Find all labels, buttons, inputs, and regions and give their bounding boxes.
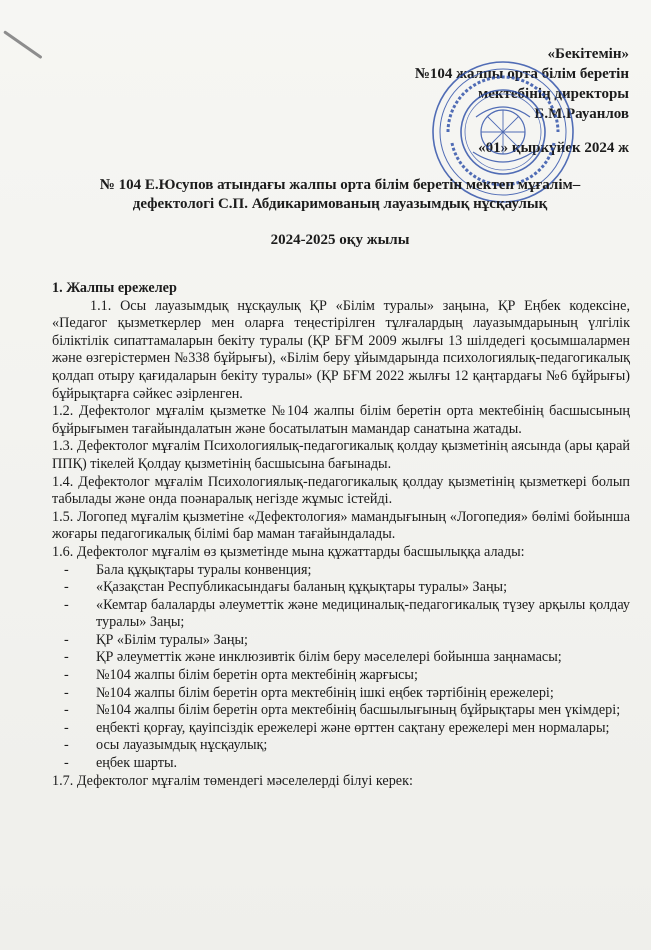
list-item: - «Қазақстан Республикасындағы баланың құқықтары туралы» Заңы; — [96, 579, 630, 597]
list-item: - Бала құқықтары туралы конвенция; — [96, 562, 630, 580]
paragraph-1-7: 1.7. Дефектолог мұғалім төмендегі мәселелерді білуі керек: — [52, 772, 413, 789]
approval-school: №104 жалпы орта білім беретін — [414, 66, 629, 82]
approval-block — [299, 44, 629, 158]
document-title — [60, 176, 620, 214]
documents-list — [52, 562, 630, 773]
academic-year: 2024-2025 оқу жылы — [270, 232, 410, 248]
list-item: - осы лауазымдық нұсқаулық; — [96, 737, 630, 755]
paragraph-1-5: 1.5. Логопед мұғалім қызметіне «Дефектология» мамандығының «Логопедия» бөлімі бойынша жоғары педагогикалық білімі бар маман тағайындалады. — [52, 508, 630, 543]
paragraph-1-1: 1.1. Осы лауазымдық нұсқаулық ҚР «Білім туралы» заңына, ҚР Еңбек кодексіне, «Педагог қызметкерлер мен оларға теңестірілген тұлғалардың лауазымдарының үлгілік біліктілік сипаттамаларын бекіту туралы (ҚР БҒМ 2009 жылғы 13 шілдедегі қосымшалармен және өзгерістермен №338 бұйрығы), «Білім беру ұйымдарында психологиялық-педагогикалық қолдап отыру қағидаларын бекіту туралы» (ҚР БҒМ 2022 жылғы 12 қаңтардағы №6 бұйрығы) бұйрықтарға сәйкес әзірленген. — [52, 297, 630, 402]
list-item: - еңбек шарты. — [96, 755, 630, 773]
list-item: - ҚР әлеуметтік және инклюзивтік білім беру мәселелері бойынша заңнамасы; — [96, 649, 630, 667]
list-item: - ҚР «Білім туралы» Заңы; — [96, 632, 630, 650]
paragraph-1-2: 1.2. Дефектолог мұғалім қызметке №104 жалпы білім беретін орта мектебінің басшысының бұйрығымен тағайындалатын және босатылатын мамандар санатына жатады. — [52, 403, 630, 437]
document-body — [52, 280, 630, 790]
paragraph-1-6: 1.6. Дефектолог мұғалім өз қызметінде мына құжаттарды басшылыққа алады: — [52, 543, 525, 560]
approval-heading: «Бекітемін» — [547, 46, 629, 62]
title-line-1: № 104 Е.Юсупов атындағы жалпы орта білім беретін мектеп мұғалім– — [99, 177, 581, 193]
list-item: - №104 жалпы білім беретін орта мектебінің ішкі еңбек тәртібінің ережелері; — [96, 685, 630, 703]
section-heading: 1. Жалпы ережелер — [52, 280, 177, 296]
list-item: - №104 жалпы білім беретін орта мектебінің басшылығының бұйрықтары мен үкімдері; — [96, 702, 630, 720]
list-item: - еңбекті қорғау, қауіпсіздік ережелері және өрттен сақтану ережелері мен нормалары; — [96, 720, 630, 738]
approval-position: мектебінің директоры — [477, 86, 629, 102]
title-line-2: дефектологі С.П. Абдикаримованың лауазымдық нұсқаулық — [132, 196, 548, 212]
staple-mark — [3, 30, 42, 59]
list-item: - «Кемтар балаларды әлеуметтік және медициналық-педагогикалық түзеу арқылы қолдау туралы» Заңы; — [96, 597, 630, 632]
approval-date: «01» қыркүйек 2024 ж — [478, 140, 629, 156]
approval-director-name: Б.М.Рауанлов — [534, 106, 629, 122]
paragraph-1-4: 1.4. Дефектолог мұғалім Психологиялық-педагогикалық қолдау қызметінің қызметкері болып табылады және онда поәнаралық негізде жұмыс істейді. — [52, 473, 630, 508]
list-item: - №104 жалпы білім беретін орта мектебінің жарғысы; — [96, 667, 630, 685]
paragraph-1-3: 1.3. Дефектолог мұғалім Психологиялық-педагогикалық қолдау қызметінің аясында (ары қарай ППҚ) тікелей Қолдау қызметінің басшысына бағынады. — [52, 438, 630, 472]
